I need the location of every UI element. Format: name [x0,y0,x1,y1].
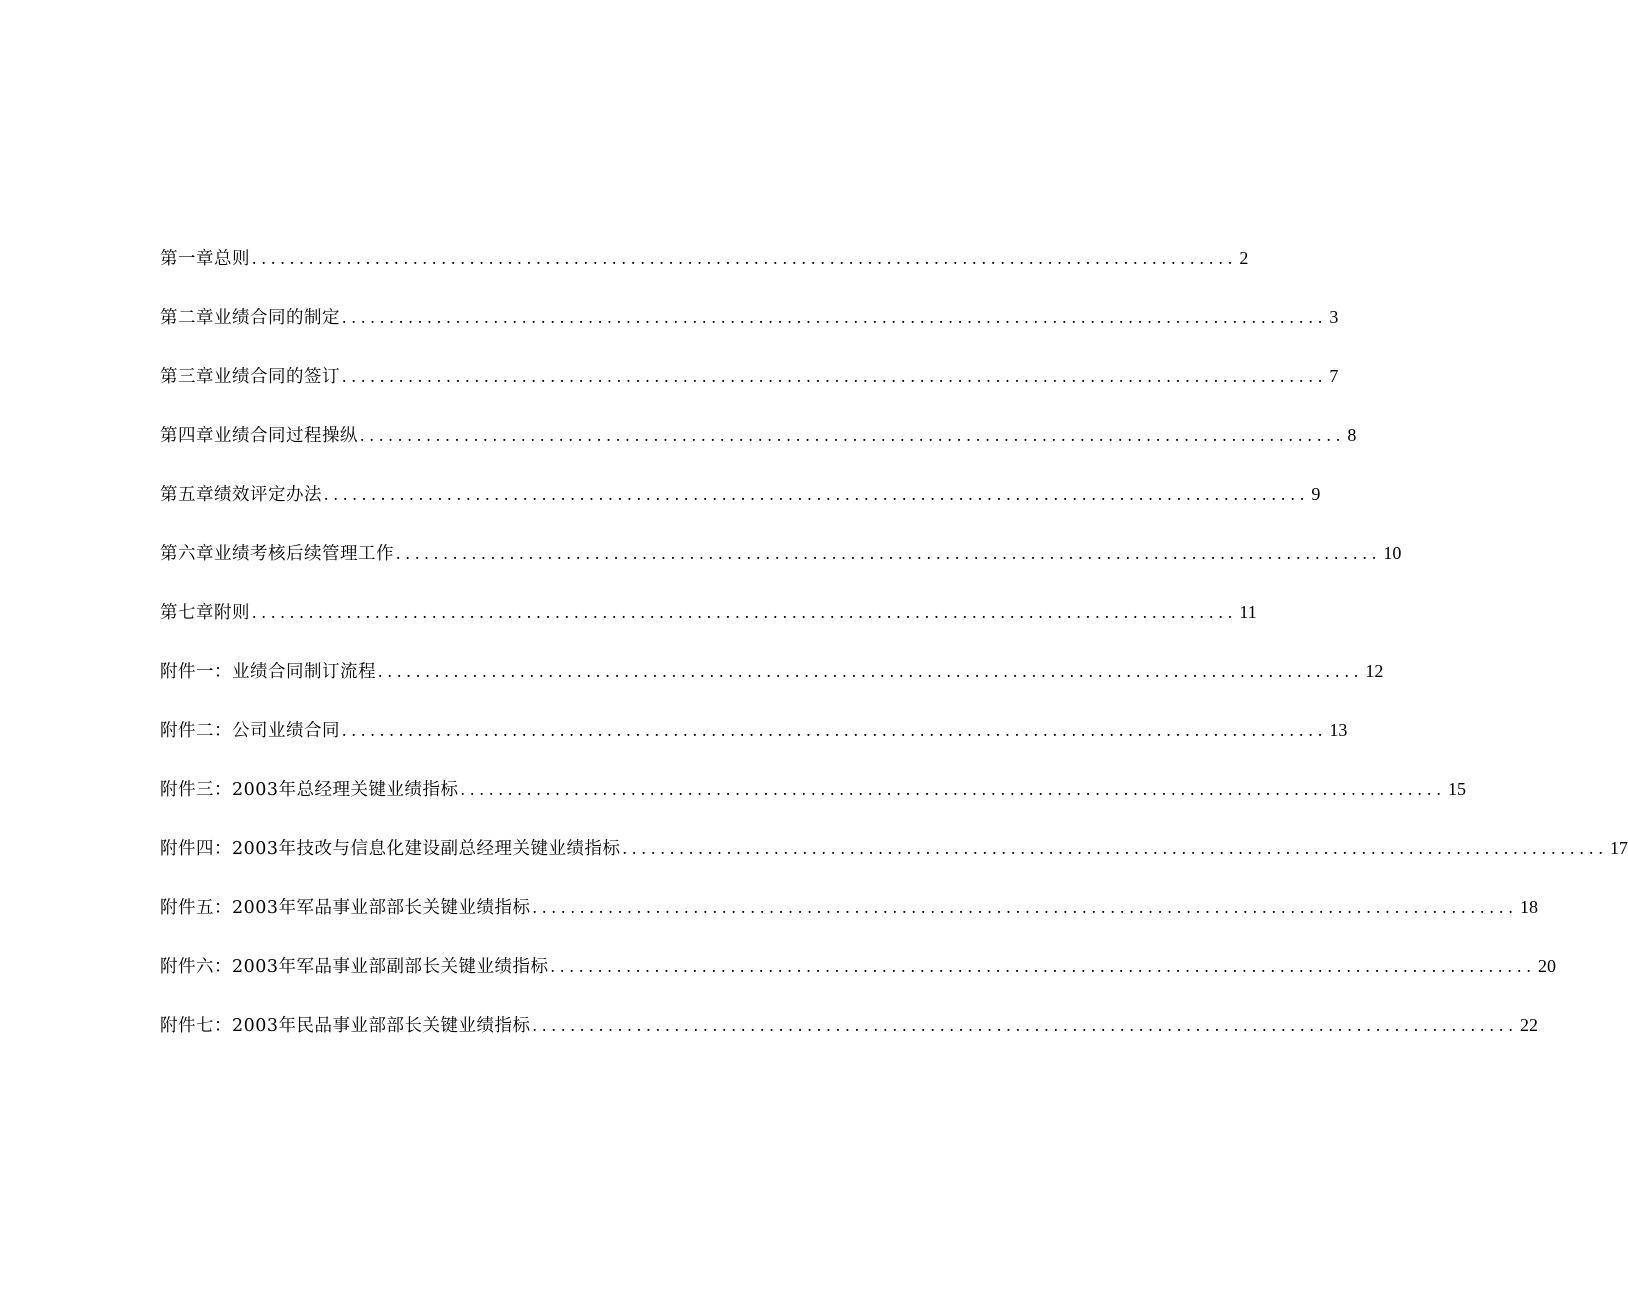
toc-entry-page: 11 [1239,602,1257,622]
toc-dot-leader: ........................................................................................................ [342,720,1328,740]
toc-entry-title: 第三章业绩合同的签订 [160,367,340,387]
toc-entry-title: 附件三：2003年总经理关键业绩指标 [160,780,459,800]
toc-entry-title: 第七章附则 [160,603,250,623]
toc-entry-title: 附件一：业绩合同制订流程 [160,662,376,682]
toc-entry[interactable] [160,828,1628,887]
toc-entry[interactable] [160,592,1257,651]
toc-entry-page: 2 [1239,248,1249,268]
toc-dot-leader: ........................................................................................................ [342,307,1328,327]
toc-entry-page: 13 [1329,720,1348,740]
toc-entry-title: 附件四：2003年技改与信息化建设副总经理关键业绩指标 [160,839,621,859]
toc-entry-title: 第一章总则 [160,249,250,269]
toc-dot-leader: ........................................................................................................ [622,838,1608,858]
toc-entry-title: 第二章业绩合同的制定 [160,308,340,328]
toc-dot-leader: ........................................................................................................ [252,248,1238,268]
toc-entry-page: 9 [1311,484,1321,504]
table-of-contents [160,238,1628,1064]
toc-entry[interactable] [160,474,1321,533]
toc-entry-page: 10 [1383,543,1402,563]
toc-entry-title: 附件七：2003年民品事业部部长关键业绩指标 [160,1016,531,1036]
toc-dot-leader: ........................................................................................................ [460,779,1446,799]
toc-dot-leader: ........................................................................................................ [324,484,1310,504]
toc-entry-title: 第五章绩效评定办法 [160,485,322,505]
toc-entry[interactable] [160,533,1402,592]
toc-entry-page: 17 [1609,838,1628,858]
toc-dot-leader: ........................................................................................................ [252,602,1238,622]
toc-dot-leader: ........................................................................................................ [378,661,1364,681]
toc-entry[interactable] [160,887,1538,946]
toc-entry[interactable] [160,297,1339,356]
toc-dot-leader: ........................................................................................................ [396,543,1382,563]
toc-entry-page: 8 [1347,425,1357,445]
toc-entry[interactable] [160,769,1466,828]
toc-entry-title: 附件五：2003年军品事业部部长关键业绩指标 [160,898,531,918]
toc-entry[interactable] [160,710,1348,769]
toc-entry-page: 20 [1537,956,1556,976]
toc-dot-leader: ........................................................................................................ [550,956,1536,976]
toc-entry-title: 附件六：2003年军品事业部副部长关键业绩指标 [160,957,549,977]
toc-entry-page: 7 [1329,366,1339,386]
toc-dot-leader: ........................................................................................................ [532,897,1518,917]
toc-entry-page: 22 [1519,1015,1538,1035]
toc-dot-leader: ........................................................................................................ [360,425,1346,445]
toc-entry[interactable] [160,651,1384,710]
toc-entry[interactable] [160,238,1249,297]
toc-entry[interactable] [160,1005,1538,1064]
toc-dot-leader: ........................................................................................................ [342,366,1328,386]
toc-entry[interactable] [160,946,1556,1005]
toc-entry-page: 18 [1519,897,1538,917]
toc-entry[interactable] [160,356,1339,415]
toc-entry-page: 3 [1329,307,1339,327]
toc-entry-page: 15 [1447,779,1466,799]
toc-dot-leader: ........................................................................................................ [532,1015,1518,1035]
toc-entry-page: 12 [1365,661,1384,681]
toc-entry[interactable] [160,415,1357,474]
toc-entry-title: 附件二：公司业绩合同 [160,721,340,741]
toc-entry-title: 第四章业绩合同过程操纵 [160,426,358,446]
toc-entry-title: 第六章业绩考核后续管理工作 [160,544,394,564]
